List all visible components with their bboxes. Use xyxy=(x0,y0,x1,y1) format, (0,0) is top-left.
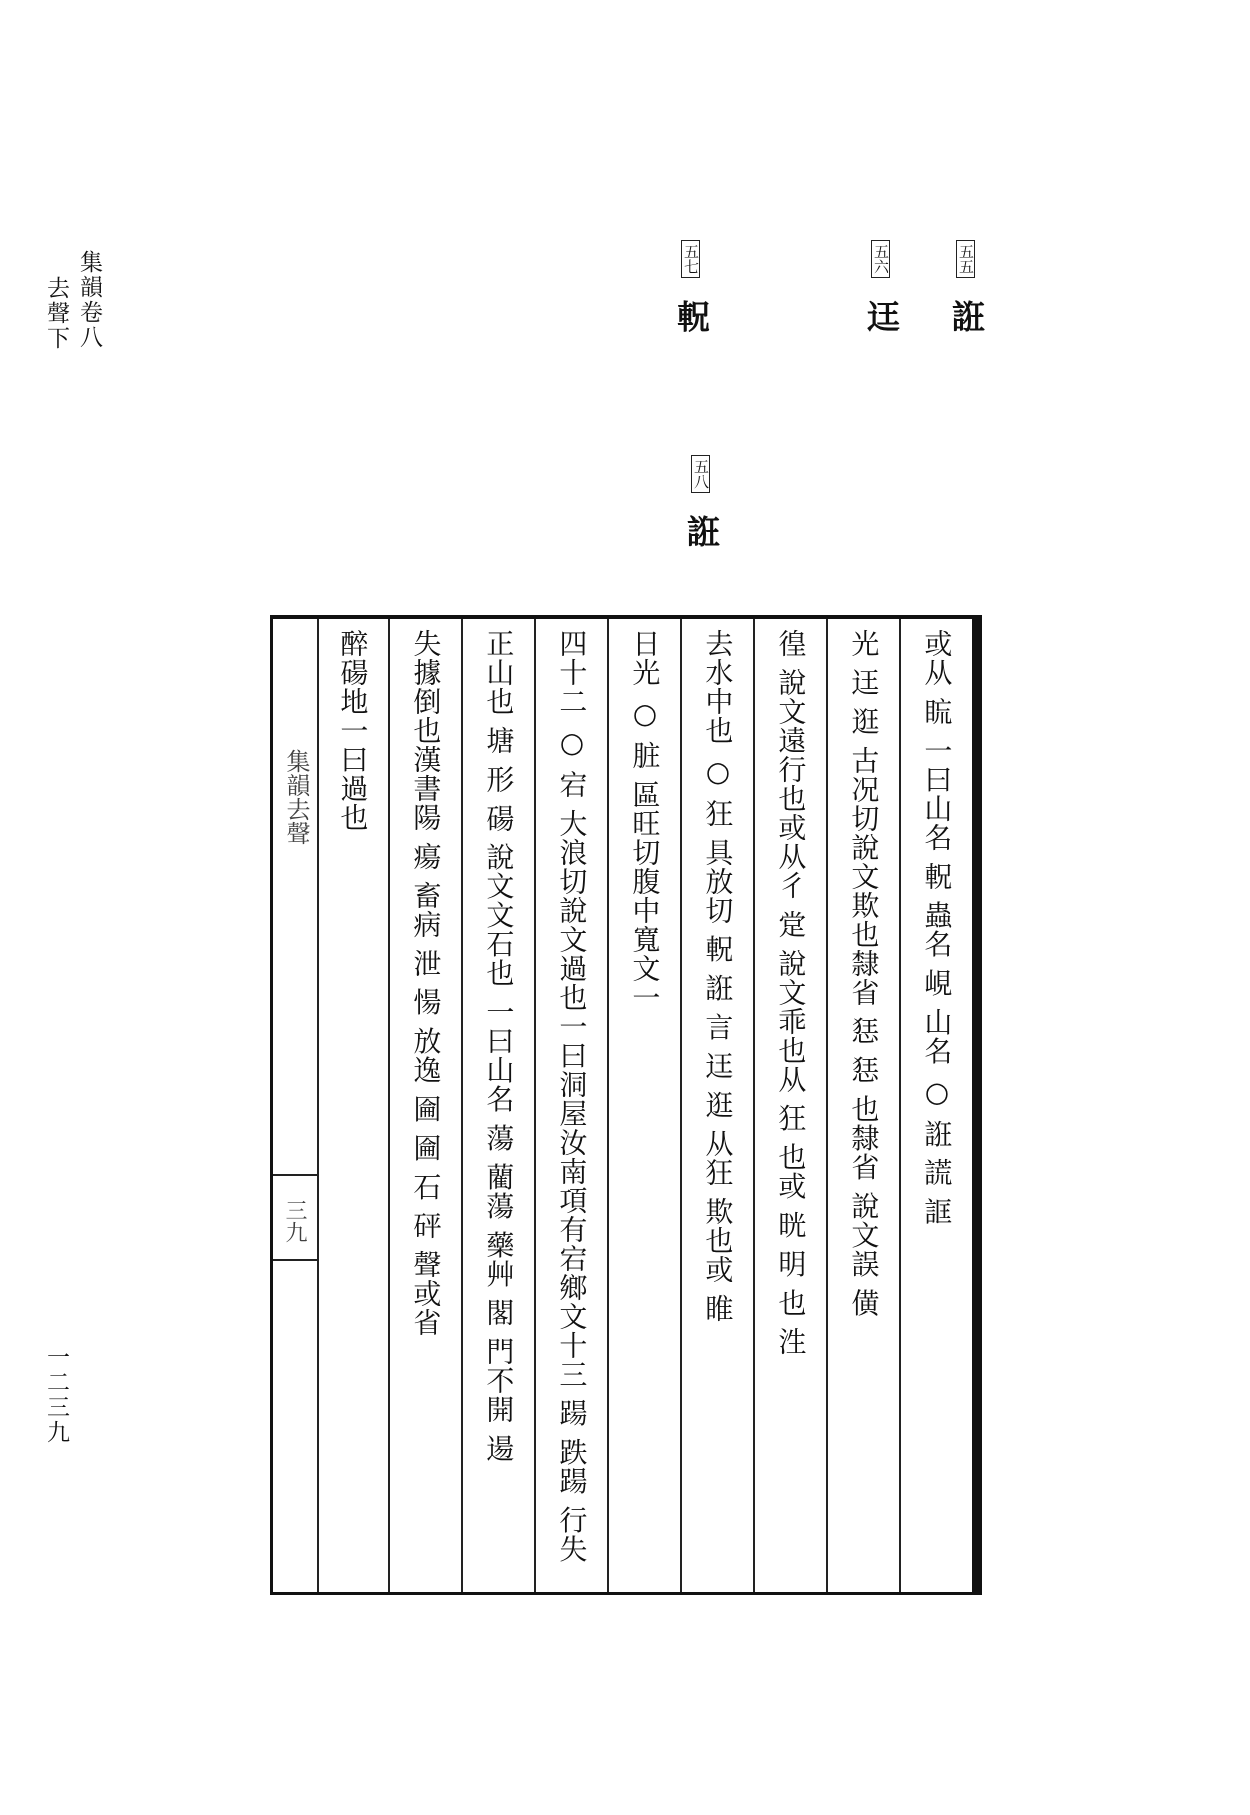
page-number: 一二三九 xyxy=(43,1345,69,1445)
text-column: 或从 䀮 一曰山名 軦 蟲名 峴 山名 ○ 誑 謊 誆 xyxy=(899,619,972,1592)
center-fold-band xyxy=(273,619,319,1592)
note-mark: 五五 xyxy=(956,240,975,278)
band-rule xyxy=(273,1174,317,1176)
text-column: 日光 ○ 脏 區旺切腹中寬文一 xyxy=(607,619,680,1592)
collation-note xyxy=(862,240,901,333)
text-column: 醉碭地一曰過也 xyxy=(336,629,370,832)
note-char: 軦 xyxy=(672,299,711,333)
running-title xyxy=(40,250,106,351)
text-column: 去水中也 ○ 狂 具放切 軦 誑 言 迋 逛 从狂 欺也或 睢 xyxy=(680,619,753,1592)
collation-note xyxy=(672,240,711,333)
section-title: 去聲下 xyxy=(43,276,69,351)
book-title: 集韻卷八 xyxy=(76,250,102,350)
text-column: 正山也 塘 形 碭 說文文石也 一曰山名 蕩 藺蕩 藥艸 閣 門不開 逿 xyxy=(461,619,534,1592)
band-rule xyxy=(273,1259,317,1261)
text-column: 徨 說文遠行也或从彳 䟫 說文乖也从 狂 也或 晄 明 也 泩 xyxy=(753,619,826,1592)
text-column: 四十二 ○ 宕 大浪切說文過也一曰洞屋汝南項有宕鄉文十三 踼 跌踼 行失 xyxy=(534,619,607,1592)
band-title: 集韻去聲 xyxy=(282,749,310,845)
note-char: 誑 xyxy=(947,299,986,333)
collation-note xyxy=(947,240,986,333)
note-char: 誑 xyxy=(682,514,721,548)
note-mark: 五八 xyxy=(691,455,710,493)
text-columns xyxy=(317,619,972,1592)
note-char: 迋 xyxy=(862,299,901,333)
text-column: 失據倒也漢書陽 瘍 畜病 泄 愓 放逸 圇 圇 石 砰 聲或省 xyxy=(388,619,461,1592)
note-mark: 五六 xyxy=(871,240,890,278)
woodblock-page-frame xyxy=(270,615,982,1595)
text-column: 光 迋 逛 古况切說文欺也隸省 㤮 㤮 也隸省 說文誤 僙 xyxy=(826,619,899,1592)
collation-note xyxy=(682,455,721,548)
note-mark: 五七 xyxy=(681,240,700,278)
band-leaf-number: 三九 xyxy=(282,1199,307,1243)
